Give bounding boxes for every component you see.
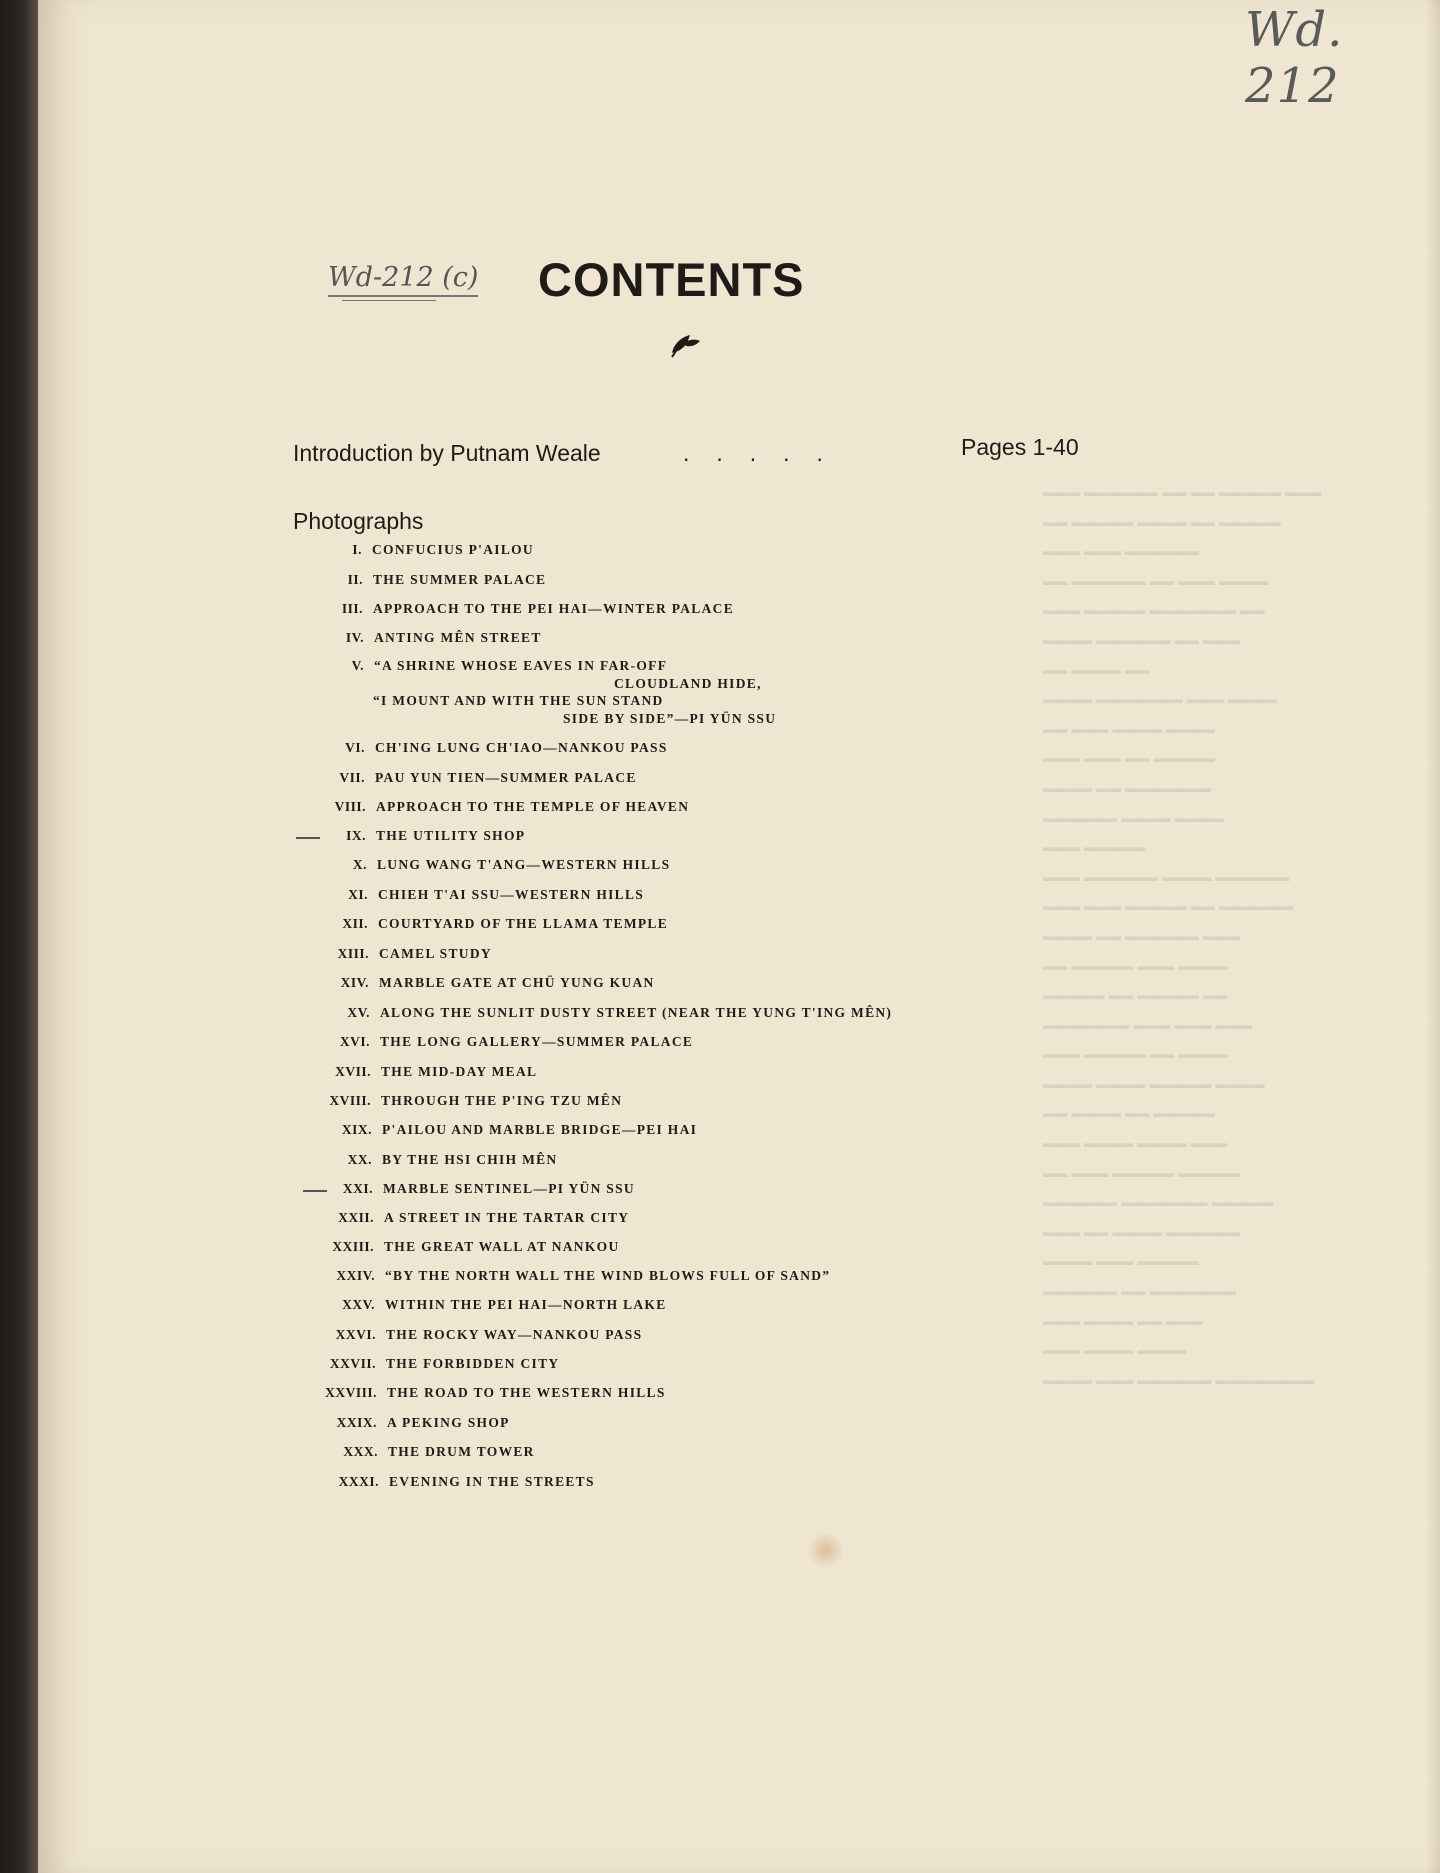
- plate-number: XXIV.: [336, 1268, 375, 1283]
- shelfmark-annotation-left: Wd-212 (c): [328, 262, 478, 297]
- contents-entry: [0, 658, 668, 680]
- plate-number: XXX.: [343, 1444, 378, 1459]
- contents-entry: [0, 1210, 630, 1232]
- plate-number: XVIII.: [329, 1093, 371, 1108]
- plate-number: I.: [352, 542, 362, 557]
- plate-title: THE GREAT WALL AT NANKOU: [384, 1239, 620, 1254]
- contents-entry: [0, 1385, 666, 1407]
- plate-number: XXV.: [342, 1297, 375, 1312]
- paper-stain: [808, 1530, 844, 1570]
- plate-title: THE LONG GALLERY—SUMMER PALACE: [380, 1034, 694, 1049]
- plate-title: APPROACH TO THE TEMPLE OF HEAVEN: [376, 799, 690, 814]
- plate-number: XXVI.: [335, 1327, 376, 1342]
- contents-entry: [0, 975, 655, 997]
- plate-title: THE SUMMER PALACE: [373, 572, 547, 587]
- plate-number: XIX.: [341, 1122, 372, 1137]
- plate-title: A PEKING SHOP: [387, 1415, 510, 1430]
- contents-entry: [0, 857, 671, 879]
- plate-title-continuation: CLOUDLAND HIDE,: [614, 676, 762, 691]
- plate-number: XXIII.: [332, 1239, 374, 1254]
- contents-entry: [0, 770, 637, 792]
- introduction-pages: Pages 1-40: [961, 434, 1079, 460]
- contents-entry: [0, 1444, 535, 1466]
- plate-number: X.: [352, 857, 367, 872]
- introduction-row: [293, 434, 1083, 480]
- plate-title: EVENING IN THE STREETS: [389, 1474, 595, 1489]
- plate-title: WITHIN THE PEI HAI—NORTH LAKE: [385, 1297, 667, 1312]
- plate-number: XI.: [348, 887, 368, 902]
- contents-entry: [0, 946, 492, 968]
- contents-entry: [0, 601, 735, 623]
- plate-title: LUNG WANG T'ANG—WESTERN HILLS: [377, 857, 671, 872]
- contents-entry: [0, 740, 668, 762]
- contents-entry: [0, 916, 669, 938]
- plate-number: II.: [347, 572, 363, 587]
- contents-entry: [0, 1005, 893, 1027]
- contents-entry: [0, 887, 645, 909]
- pencil-tick-mark: [303, 1190, 327, 1192]
- leaf-ornament-icon: [668, 329, 702, 359]
- plate-title: P'AILOU AND MARBLE BRIDGE—PEI HAI: [382, 1122, 698, 1137]
- dot-leader: .....: [683, 440, 850, 466]
- plate-number: VIII.: [334, 799, 366, 814]
- plate-title: THE ROAD TO THE WESTERN HILLS: [387, 1385, 666, 1400]
- plate-number: IV.: [345, 630, 364, 645]
- plate-title: CHIEH T'AI SSU—WESTERN HILLS: [378, 887, 645, 902]
- plate-number: XXVIII.: [325, 1385, 377, 1400]
- plate-title-continuation: SIDE BY SIDE”—PI YÜN SSU: [563, 711, 777, 726]
- plate-number: III.: [341, 601, 363, 616]
- plate-number: XV.: [347, 1005, 370, 1020]
- plate-number: IX.: [346, 828, 366, 843]
- plate-number: XIV.: [340, 975, 369, 990]
- contents-entry: [0, 828, 526, 850]
- contents-entry: [0, 1181, 635, 1203]
- introduction-label: Introduction by Putnam Weale: [293, 440, 601, 466]
- bleed-through-text: ▬▬▬ ▬▬▬▬▬▬ ▬▬ ▬▬ ▬▬▬▬▬ ▬▬▬ ▬▬ ▬▬▬▬▬ ▬▬▬▬ ▬▬ ▬▬▬▬▬ ▬▬▬ ▬▬▬ ▬▬▬▬▬▬ ▬▬ ▬▬▬▬▬▬ ▬▬ ▬▬▬ ▬▬▬▬ ▬▬▬ ▬▬▬▬▬ ▬▬▬▬▬▬▬ ▬▬ ▬▬▬▬ ▬▬▬▬▬▬ ▬▬ ▬▬▬ ▬▬ ▬▬▬▬ ▬▬ ▬▬▬▬ ▬▬▬▬▬▬▬ ▬▬▬ ▬▬▬▬ ▬▬ ▬▬▬ ▬▬▬▬ ▬▬▬▬ ▬▬▬ ▬▬▬ ▬▬ ▬▬▬▬▬ ▬▬▬▬ ▬▬ ▬▬▬▬▬▬▬ ▬▬▬▬▬▬ ▬▬▬▬ ▬▬▬▬ ▬▬▬ ▬▬▬▬▬ ▬▬▬ ▬▬▬▬▬▬ ▬▬▬▬ ▬▬▬▬▬▬ ▬▬▬ ▬▬▬ ▬▬▬▬▬ ▬▬ ▬▬▬▬▬▬ ▬▬▬▬ ▬▬ ▬▬▬▬▬▬ ▬▬▬ ▬▬ ▬▬▬▬▬ ▬▬▬ ▬▬▬▬ ▬▬▬▬▬ ▬▬ ▬▬▬▬▬ ▬▬ ▬▬▬▬▬▬▬ ▬▬▬ ▬▬▬ ▬▬▬ ▬▬▬ ▬▬▬▬▬ ▬▬ ▬▬▬▬ ▬▬▬▬ ▬▬▬▬ ▬▬▬▬▬ ▬▬▬▬ ▬▬ ▬▬▬▬ ▬▬ ▬▬▬▬▬ ▬▬▬ ▬▬▬▬ ▬▬▬▬ ▬▬▬ ▬▬ ▬▬▬ ▬▬▬▬▬ ▬▬▬▬▬ ▬▬▬▬▬▬ ▬▬▬▬▬▬▬ ▬▬▬▬▬ ▬▬▬ ▬▬ ▬▬▬▬ ▬▬▬▬▬▬ ▬▬▬▬ ▬▬▬ ▬▬▬▬▬ ▬▬▬▬▬▬ ▬▬ ▬▬▬▬▬▬▬ ▬▬▬ ▬▬▬▬ ▬▬ ▬▬▬ ▬▬▬ ▬▬▬▬ ▬▬▬▬ ▬▬▬▬ ▬▬▬ ▬▬▬▬▬▬ ▬▬▬▬▬▬▬▬: [1043, 485, 1323, 1387]
- plate-number: XXIX.: [336, 1415, 377, 1430]
- contents-entry: [0, 1122, 698, 1144]
- plate-title: THE FORBIDDEN CITY: [386, 1356, 560, 1371]
- plate-number: XIII.: [337, 946, 369, 961]
- plate-number: XII.: [342, 916, 368, 931]
- contents-entry: [0, 1474, 595, 1496]
- plate-title: CH'ING LUNG CH'IAO—NANKOU PASS: [375, 740, 668, 755]
- plate-title: THE DRUM TOWER: [388, 1444, 535, 1459]
- plate-number: XXII.: [338, 1210, 374, 1225]
- contents-entry: [0, 1356, 560, 1378]
- plate-title: CONFUCIUS P'AILOU: [372, 542, 534, 557]
- pencil-tick-mark: [296, 837, 320, 839]
- plate-number: XVII.: [335, 1064, 371, 1079]
- plate-number: XXI.: [342, 1181, 373, 1196]
- contents-entry: [0, 572, 547, 594]
- plate-title: THE ROCKY WAY—NANKOU PASS: [386, 1327, 643, 1342]
- plate-title: “A SHRINE WHOSE EAVES IN FAR-OFF: [374, 658, 668, 673]
- plate-title: A STREET IN THE TARTAR CITY: [384, 1210, 630, 1225]
- plate-title: ALONG THE SUNLIT DUSTY STREET (NEAR THE YUNG T'ING MÊN): [380, 1005, 893, 1020]
- plate-title: ANTING MÊN STREET: [374, 630, 542, 645]
- plate-title: PAU YUN TIEN—SUMMER PALACE: [375, 770, 637, 785]
- plate-number: XVI.: [339, 1034, 370, 1049]
- contents-entry: [0, 1064, 538, 1086]
- plate-number: XXVII.: [329, 1356, 376, 1371]
- contents-entry: [0, 1093, 623, 1115]
- plate-title: THROUGH THE P'ING TZU MÊN: [381, 1093, 623, 1108]
- plate-title: MARBLE SENTINEL—PI YÜN SSU: [383, 1181, 635, 1196]
- plate-number: XXXI.: [338, 1474, 379, 1489]
- plate-number: XX.: [347, 1152, 372, 1167]
- plate-title: THE UTILITY SHOP: [376, 828, 526, 843]
- annotation-underline: [342, 300, 436, 301]
- contents-entry: [0, 1034, 694, 1056]
- plate-number: V.: [351, 658, 364, 673]
- plate-title: THE MID-DAY MEAL: [381, 1064, 538, 1079]
- plate-title: APPROACH TO THE PEI HAI—WINTER PALACE: [373, 601, 735, 616]
- contents-entry: [0, 799, 690, 821]
- plate-number: VI.: [345, 740, 365, 755]
- shelfmark-annotation-top: Wd. 212: [1245, 2, 1344, 114]
- page-title: CONTENTS: [538, 253, 805, 306]
- plate-number: VII.: [339, 770, 365, 785]
- plate-title-continuation: “I MOUNT AND WITH THE SUN STAND: [373, 693, 664, 708]
- plate-title: COURTYARD OF THE LLAMA TEMPLE: [378, 916, 669, 931]
- contents-entry: [0, 1239, 620, 1261]
- contents-entry: [0, 542, 534, 564]
- contents-entry: [0, 1415, 510, 1437]
- plate-title: CAMEL STUDY: [379, 946, 492, 961]
- contents-entry: [0, 1268, 831, 1290]
- photographs-heading: Photographs: [293, 508, 424, 534]
- contents-entry: [0, 1152, 558, 1174]
- plate-title: MARBLE GATE AT CHÜ YUNG KUAN: [379, 975, 655, 990]
- plate-title: “BY THE NORTH WALL THE WIND BLOWS FULL OF SAND”: [385, 1268, 831, 1283]
- plate-title: BY THE HSI CHIH MÊN: [382, 1152, 558, 1167]
- contents-entry: [0, 1327, 643, 1349]
- contents-entry: [0, 630, 542, 652]
- contents-entry: [0, 1297, 667, 1319]
